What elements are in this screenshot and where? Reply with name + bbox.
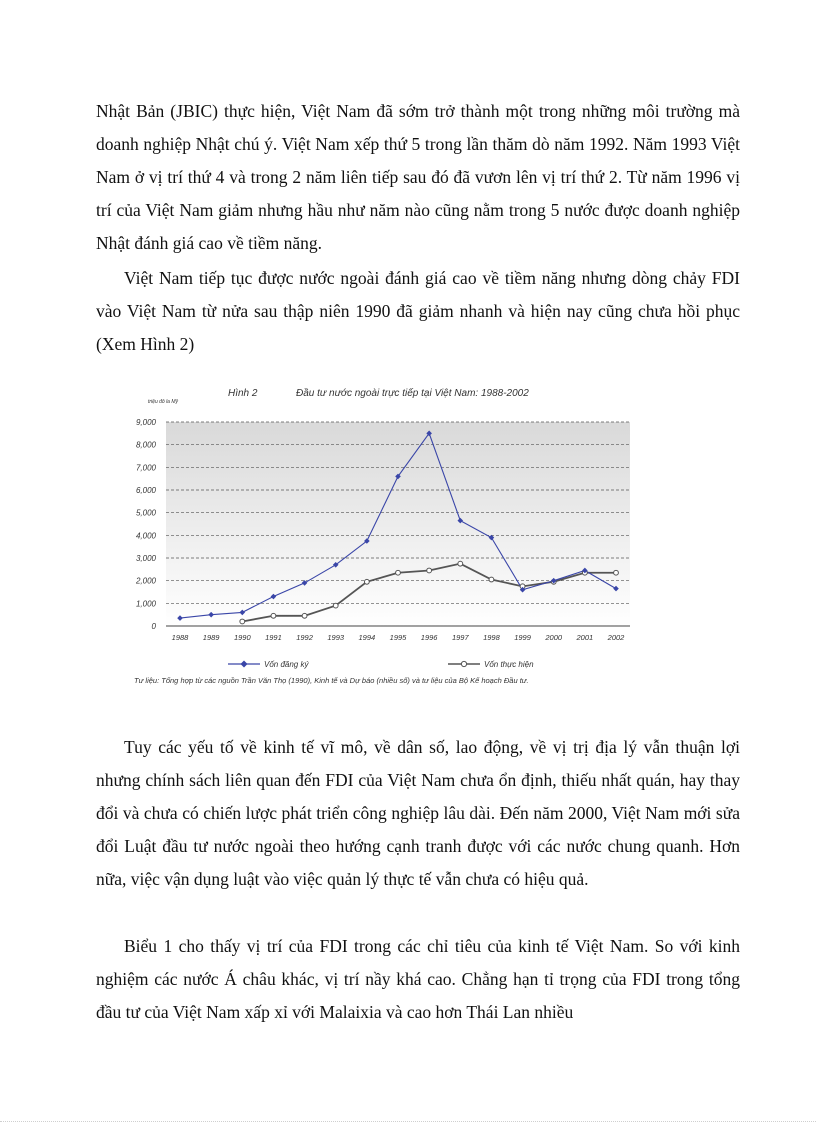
y-tick-label: 3,000 [135, 554, 156, 563]
legend-label-registered: Vốn đăng ký [264, 660, 309, 669]
figure-label: Hình 2 [228, 388, 258, 399]
fdi-chart-figure [128, 378, 648, 700]
legend-marker-implemented [461, 661, 466, 666]
paragraph-2-text: Việt Nam tiếp tục được nước ngoài đánh giá cao về tiềm năng nhưng dòng chảy FDI vào Việt Nam từ nửa sau thập niên 1990 đã giảm nhanh và hiện nay cũng chưa hồi phục (Xem Hình 2) [96, 268, 740, 354]
paragraph-2 [96, 262, 740, 361]
x-tick-label: 1988 [171, 633, 189, 642]
paragraph-3 [96, 731, 740, 896]
y-tick-label: 0 [151, 622, 156, 631]
data-point-implemented [240, 619, 245, 624]
y-tick-label: 5,000 [135, 508, 156, 518]
chart-legend [228, 660, 534, 669]
x-tick-label: 1994 [358, 633, 376, 642]
y-tick-label: 1,000 [135, 599, 156, 609]
paragraph-4 [96, 930, 740, 1029]
x-tick-label: 1998 [483, 633, 500, 642]
x-tick-labels [172, 633, 626, 642]
y-tick-label: 9,000 [135, 418, 156, 427]
data-point-implemented [614, 570, 619, 575]
y-axis-label: triệu đô la Mỹ [148, 399, 179, 405]
data-point-implemented [271, 613, 276, 618]
y-tick-labels [135, 418, 157, 631]
x-tick-label: 2002 [607, 633, 625, 642]
y-tick-label: 6,000 [135, 486, 156, 495]
page-bottom-rule [0, 1121, 816, 1122]
paragraph-3-text: Tuy các yếu tố về kinh tế vĩ mô, về dân số, lao động, về vị trị địa lý vẫn thuận lợi nhưng chính sách liên quan đến FDI của Việt Nam chưa ổn định, thiếu nhất quán, hay thay đổi và chưa có chiến lược phát triển công nghiệp lâu dài. Đến năm 2000, Việt Nam mới sửa đổi Luật đầu tư nước ngoài theo hướng cạnh tranh được với các nước chung quanh. Hơn nữa, việc vận dụng luật vào việc quản lý thực tế vẫn chưa có hiệu quả. [96, 737, 740, 889]
x-tick-label: 1999 [514, 633, 531, 642]
data-point-implemented [396, 570, 401, 575]
y-tick-label: 7,000 [135, 463, 156, 473]
chart-source-note: Tư liệu: Tổng hợp từ các nguồn Trần Văn Thọ (1990), Kinh tế và Dự báo (nhiều số) và tư liệu của Bộ Kế hoạch Đầu tư. [134, 676, 529, 685]
paragraph-1-text: Nhật Bản (JBIC) thực hiện, Việt Nam đã sớm trở thành một trong những môi trường mà doanh nghiệp Nhật chú ý. Việt Nam xếp thứ 5 trong lần thăm dò năm 1992. Năm 1993 Việt Nam ở vị trí thứ 4 và trong 2 năm liên tiếp sau đó đã vươn lên vị trí thứ 2. Từ năm 1996 vị trí của Việt Nam giảm nhưng hầu như năm nào cũng nằm trong 5 nước được doanh nghiệp Nhật đánh giá cao về tiềm năng. [96, 101, 740, 253]
legend-label-implemented: Vốn thực hiện [484, 660, 534, 669]
x-tick-label: 2000 [545, 633, 563, 642]
legend-marker-registered [241, 661, 248, 668]
data-point-implemented [364, 579, 369, 584]
data-point-implemented [427, 568, 432, 573]
x-tick-label: 1993 [327, 633, 345, 642]
data-point-implemented [333, 603, 338, 608]
x-tick-label: 1989 [202, 633, 220, 642]
x-tick-label: 1995 [389, 633, 407, 642]
x-tick-label: 1996 [420, 633, 438, 642]
x-tick-label: 1997 [451, 633, 469, 642]
x-tick-label: 1990 [233, 633, 251, 642]
fdi-line-chart [128, 378, 648, 700]
paragraph-4-text: Biểu 1 cho thấy vị trí của FDI trong các chỉ tiêu của kinh tế Việt Nam. So với kinh nghiệm các nước Á châu khác, vị trí nầy khá cao. Chẳng hạn tỉ trọng của FDI trong tổng đầu tư của Việt Nam xấp xỉ với Malaixia và cao hơn Thái Lan nhiều [96, 936, 740, 1022]
x-tick-label: 1992 [296, 633, 313, 642]
data-point-implemented [458, 561, 463, 566]
chart-title: Đầu tư nước ngoài trực tiếp tại Việt Nam: 1988-2002 [296, 388, 529, 399]
data-point-implemented [302, 613, 307, 618]
y-tick-label: 4,000 [135, 531, 156, 541]
data-point-implemented [489, 577, 494, 582]
plot-area [166, 422, 630, 626]
y-tick-label: 2,000 [135, 576, 156, 586]
paragraph-1 [96, 95, 740, 260]
y-tick-label: 8,000 [135, 440, 156, 450]
x-tick-label: 2001 [576, 633, 594, 642]
x-tick-label: 1991 [265, 633, 282, 642]
